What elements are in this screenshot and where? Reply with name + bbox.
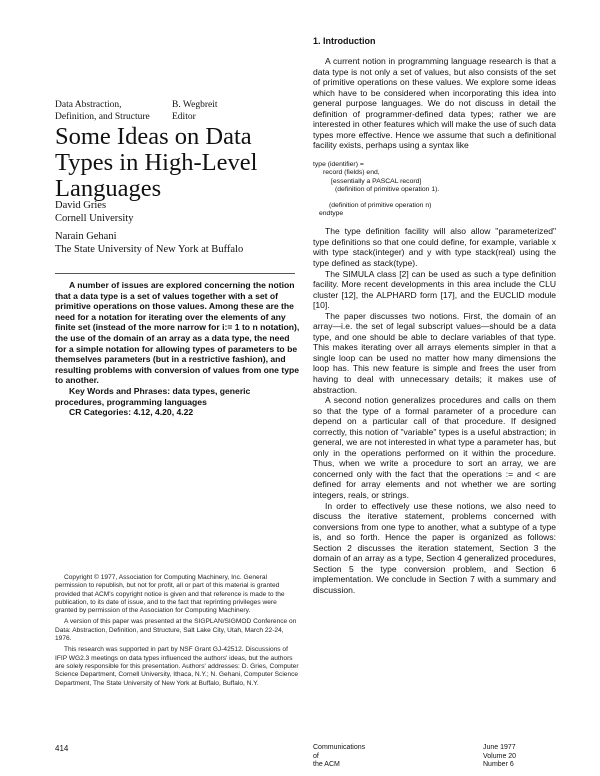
paragraph: A second notion generalizes procedures and calls on them so that the type of a formal parameter of a procedure can depend on a particular call of that procedure. If designed correctly, this notion of "variable" types is a useful abstraction; in general, we are not interested in what type a parameter has, but only in the operations performed on it within the procedure. Thus, when we write a procedure to sort an array, we are concerned only with the fact that the operations := and < are defined for array elements and not whether we are sorting integers, reals, or strings. xyxy=(313,395,556,501)
cr-categories: CR Categories: 4.12, 4.20, 4.22 xyxy=(69,407,194,418)
body-text xyxy=(313,56,556,596)
issue-date: June 1977 xyxy=(483,744,516,751)
department-line-1: Data Abstraction, xyxy=(55,100,122,110)
section-heading: 1. Introduction xyxy=(313,36,376,46)
code-line: (definition of primitive operation 1). xyxy=(335,186,440,194)
paragraph: The paper discusses two notions. First, the domain of an array—i.e. the set of legal subscript values—should be a data type, and one should be able to declare variables of that type. This makes iterating over all arrays elements simpler in that a single loop can be used no matter how many dimensions the loop has. This new feature is simple and frees the user from having to deal with unnecessary details; it makes use of abstraction. xyxy=(313,310,556,395)
paragraph: The SIMULA class [2] can be used as such a type definition facility. More recent developments in this area include the CLU cluster [12], the ALPHARD form [17], and the EUCLID module [10]. xyxy=(313,268,556,311)
citation-line: Communications xyxy=(313,744,366,751)
editor-name: B. Wegbreit xyxy=(172,100,218,110)
footnotes xyxy=(55,574,300,691)
author-affiliation: Cornell University xyxy=(55,212,134,224)
editor-block xyxy=(172,99,252,123)
issue-volume: Volume 20 xyxy=(483,752,517,760)
paragraph: The type definition facility will also allow "parameterized" type definitions so that one could define, for example, variable x with type stack(integer) and y with type stack(real) using the type defined as stack(type). xyxy=(313,226,556,268)
paper-title xyxy=(55,124,305,202)
issue-info xyxy=(483,744,553,770)
footnote-support: This research was supported in part by NSF Grant GJ-42512. Discussions of IFIP WG2.3 meetings on data types influenced the authors' ideas, but the authors are solely responsible for this presentation. Authors' addresses: D. Gries, Computer Science Department, Cornell University, Ithaca, N.Y.; N. Gehani, Computer Science Department, The State University of New York at Buffalo, Buffalo, N.Y. xyxy=(55,646,299,687)
code-example xyxy=(313,161,556,218)
issue-number: Number 6 xyxy=(483,761,514,768)
code-line: [essentially a PASCAL record] xyxy=(331,177,422,185)
page-number: 414 xyxy=(55,744,69,753)
abstract-text: A number of issues are explored concerning the notion that a data type is a set of values together with a set of primitive operations on those values. Among these are the need for a notation for iterating over the elements of any finite set (instead of the more narrow for i:= 1 to n notation), the use of the domain of an array as a data type, the need for a simple notation for allowing types of parameters to be themselves parameters (but in a restrictive fashion), and resulting problems with conversion of values from one type to another. xyxy=(55,280,300,386)
editor-role: Editor xyxy=(172,112,196,122)
department-heading xyxy=(55,99,175,123)
paragraph: In order to effectively use these notions, we also need to discuss the iterative statement, problems concerned with conversions from one type to another, what a subtype of a type is, and so forth. Hence the paper is organized as follows: Section 2 discusses the iteration statement, Section 3 the domain of an array as a type, Section 4 generalized procedures, Section 5 the type conversion problem, and Section 6 implementation. We conclude in Section 7 with a summary and discussion. xyxy=(313,500,556,595)
title-line: Types in High-Level xyxy=(55,149,258,176)
code-line: (definition of primitive operation n) xyxy=(329,201,432,209)
footnote-copyright: Copyright © 1977, Association for Computing Machinery, Inc. General permission to republish, but not for profit, all or part of this material is granted provided that ACM's copyright notice is given and that reference is made to the publication, to its date of issue, and to the fact that reprinting privileges were granted by permission of the Association for Computing Machinery. xyxy=(55,574,285,615)
author-affiliation: The State University of New York at Buffalo xyxy=(55,243,244,255)
author-list xyxy=(55,200,305,256)
journal-citation xyxy=(313,744,383,770)
code-line: endtype xyxy=(319,209,344,217)
footnote-conference: A version of this paper was presented at the SIGPLAN/SIGMOD Conference on Data: Abstraction, Definition, and Structure, Salt Lake City, Utah, March 22-24, 1976. xyxy=(55,618,297,643)
author-name: David Gries xyxy=(55,200,107,211)
title-rule xyxy=(55,273,295,274)
code-line: record (fields) end, xyxy=(323,169,380,177)
code-line: type (identifier) = xyxy=(313,160,364,168)
paragraph: A current notion in programming language research is that a data type is not only a set of values, but also consists of the set of primitive operations on these values. We explore some ideas which have to be considered when incorporating this idea into general purpose languages. We do not discuss in detail the definition of programmer-defined data types; rather we are interested in other features which will make the use of such data types more effective. Hence we assume that such a definitional facility exists, perhaps using a syntax like xyxy=(313,56,556,151)
author-name: Narain Gehani xyxy=(55,231,117,242)
title-line: Languages xyxy=(55,175,162,202)
department-line-2: Definition, and Structure xyxy=(55,112,150,122)
title-line: Some Ideas on Data xyxy=(55,123,252,150)
keywords: Key Words and Phrases: data types, generic procedures, programming languages xyxy=(55,385,251,407)
abstract xyxy=(55,280,300,418)
citation-line: of xyxy=(313,752,319,760)
citation-line: the ACM xyxy=(313,761,340,768)
